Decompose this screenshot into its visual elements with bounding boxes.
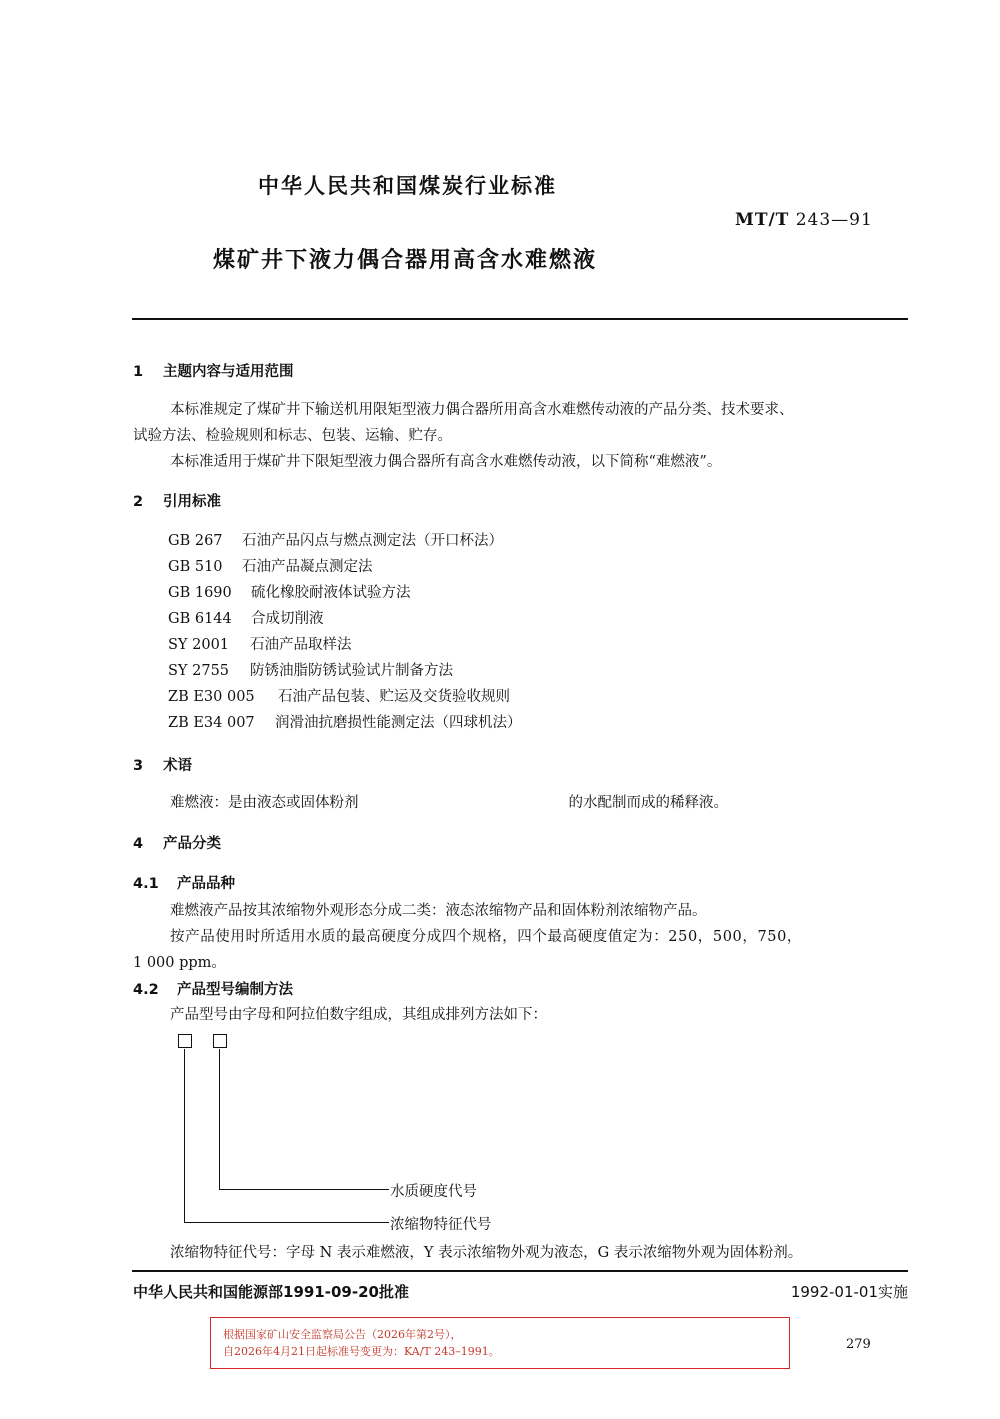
hardness-code-leader bbox=[219, 1189, 389, 1190]
section-number: 4 bbox=[133, 836, 144, 852]
reference-code: SY 2001 bbox=[168, 637, 230, 653]
subsection-4-1-paragraph-1: 难燃液产品按其浓缩物外观形态分成二类：液态浓缩物产品和固体粉剂浓缩物产品。 bbox=[170, 903, 707, 919]
feature-code-leader bbox=[184, 1222, 389, 1223]
reference-item bbox=[168, 711, 522, 732]
feature-code-label: 浓缩物特征代号 bbox=[390, 1217, 492, 1233]
term-definition-end: 的水配制而成的稀释液。 bbox=[568, 795, 728, 811]
reference-item bbox=[168, 581, 411, 602]
term-definition-start: 难燃液：是由液态或固体粉剂 bbox=[170, 795, 359, 811]
reference-code: GB 510 bbox=[168, 559, 223, 575]
approval-info: 中华人民共和国能源部1991-09-20批准 bbox=[133, 1283, 409, 1301]
subsection-4-1-paragraph-2-line-1: 按产品使用时所适用水质的最高硬度分成四个规格，四个最高硬度值定为：250，500，750， bbox=[170, 929, 803, 945]
feature-code-box bbox=[178, 1034, 192, 1048]
reference-code: GB 6144 bbox=[168, 611, 232, 627]
section-title: 产品分类 bbox=[163, 836, 221, 852]
section-1-paragraph-1-line-2: 试验方法、检验规则和标志、包装、运输、贮存。 bbox=[133, 428, 452, 444]
reference-code: GB 1690 bbox=[168, 585, 232, 601]
hardness-code-box bbox=[213, 1034, 227, 1048]
standard-code-number: 243—91 bbox=[795, 210, 873, 230]
notice-line-1: 根据国家矿山安全监察局公告（2026年第2号）， bbox=[223, 1328, 462, 1341]
reference-name: 防锈油脂防锈试验试片制备方法 bbox=[250, 663, 453, 679]
subsection-4-2-heading bbox=[133, 978, 293, 999]
section-1-heading bbox=[133, 360, 294, 381]
subsection-4-1-paragraph-2-line-2: 1 000 ppm。 bbox=[133, 955, 226, 971]
subsection-title: 产品型号编制方法 bbox=[177, 982, 293, 998]
subsection-4-1-heading bbox=[133, 872, 235, 893]
notice-line-2: 自2026年4月21日起标准号变更为：KA/T 243–1991。 bbox=[223, 1345, 500, 1358]
footer-divider bbox=[132, 1270, 908, 1272]
reference-name: 石油产品凝点测定法 bbox=[242, 559, 373, 575]
standard-category: 中华人民共和国煤炭行业标准 bbox=[258, 174, 557, 198]
section-4-heading bbox=[133, 832, 221, 853]
page-number: 279 bbox=[846, 1337, 871, 1352]
subsection-number: 4.1 bbox=[133, 876, 159, 892]
reference-item bbox=[168, 685, 510, 706]
standard-code-prefix: MT/T bbox=[735, 210, 790, 230]
reference-item bbox=[168, 659, 453, 680]
reference-item bbox=[168, 555, 373, 576]
reference-code: GB 267 bbox=[168, 533, 223, 549]
reference-name: 石油产品包装、贮运及交货验收规则 bbox=[278, 689, 510, 705]
standard-code bbox=[735, 210, 873, 230]
section-1-paragraph-1-line-1: 本标准规定了煤矿井下输送机用限矩型液力偶合器所用高含水难燃传动液的产品分类、技术要求、 bbox=[170, 402, 794, 418]
subsection-title: 产品品种 bbox=[177, 876, 235, 892]
subsection-4-2-paragraph-1: 产品型号由字母和阿拉伯数字组成，其组成排列方法如下： bbox=[170, 1007, 547, 1023]
document-title: 煤矿井下液力偶合器用高含水难燃液 bbox=[213, 248, 598, 273]
reference-name: 石油产品取样法 bbox=[250, 637, 352, 653]
reference-code: ZB E30 005 bbox=[168, 689, 255, 705]
section-number: 2 bbox=[133, 494, 144, 510]
hardness-code-connector bbox=[219, 1049, 220, 1190]
reference-item bbox=[168, 529, 503, 550]
subsection-4-2-paragraph-2: 浓缩物特征代号：字母 N 表示难燃液，Y 表示浓缩物外观为液态，G 表示浓缩物外观为固体粉剂。 bbox=[170, 1245, 803, 1261]
section-1-paragraph-2: 本标准适用于煤矿井下限矩型液力偶合器所有高含水难燃传动液，以下简称“难燃液”。 bbox=[170, 454, 722, 470]
section-number: 3 bbox=[133, 758, 144, 774]
standard-number-change-notice bbox=[210, 1317, 790, 1369]
section-title: 引用标准 bbox=[163, 494, 221, 510]
reference-name: 合成切削液 bbox=[251, 611, 324, 627]
reference-code: SY 2755 bbox=[168, 663, 230, 679]
subsection-number: 4.2 bbox=[133, 982, 159, 998]
reference-item bbox=[168, 607, 324, 628]
section-3-heading bbox=[133, 754, 192, 775]
reference-name: 润滑油抗磨损性能测定法（四球机法） bbox=[275, 715, 522, 731]
term-definition bbox=[170, 790, 728, 816]
section-number: 1 bbox=[133, 364, 144, 380]
implementation-date: 1992-01-01实施 bbox=[790, 1283, 908, 1301]
section-title: 术语 bbox=[163, 758, 192, 774]
reference-name: 硫化橡胶耐液体试验方法 bbox=[251, 585, 411, 601]
reference-item bbox=[168, 633, 352, 654]
reference-name: 石油产品闪点与燃点测定法（开口杯法） bbox=[242, 533, 503, 549]
section-2-heading bbox=[133, 490, 221, 511]
hardness-code-label: 水质硬度代号 bbox=[390, 1184, 477, 1200]
feature-code-connector bbox=[184, 1049, 185, 1223]
header-divider bbox=[132, 318, 908, 320]
section-title: 主题内容与适用范围 bbox=[163, 364, 294, 380]
reference-code: ZB E34 007 bbox=[168, 715, 255, 731]
